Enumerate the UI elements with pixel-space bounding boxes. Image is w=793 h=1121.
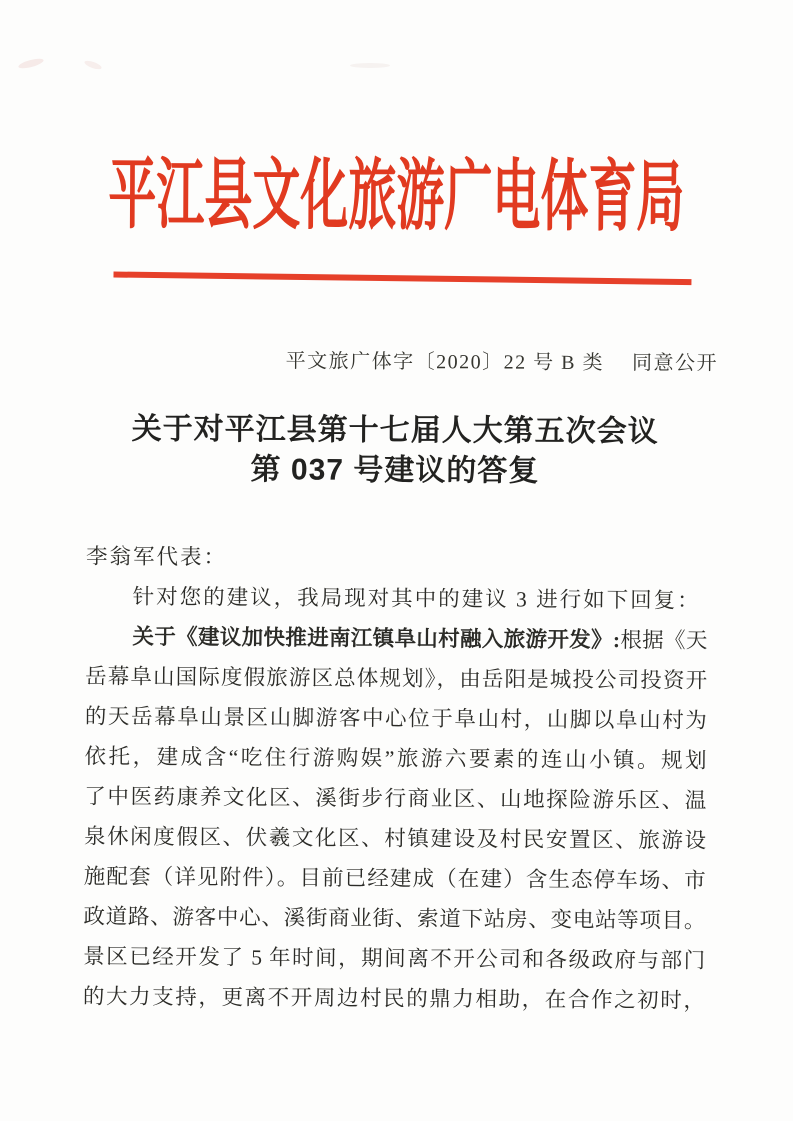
body-line [84,816,706,860]
doc-title-line2: 第 037 号建议的答复 [250,453,540,488]
body-line [86,576,708,620]
body-line [85,696,707,740]
publicity-status: 同意公开 [631,352,719,375]
body-line [84,776,706,820]
body-line [83,896,705,940]
body-line [83,936,705,980]
body-line-text: 岳幕阜山国际度假旅游区总体规划》，由岳阳是城投公司投资开 [85,664,708,693]
body-line-text: 的大力支持，更离不开周边村民的鼎力相助，在合作之初时， [82,984,705,1013]
body-line [85,656,707,700]
doc-title-line1: 关于对平江县第十七届人大第五次会议 [131,412,659,449]
salutation: 李翁军代表： [85,544,228,570]
body-line-text: 的天岳幕阜山景区山脚游客中心位于阜山村，山脚以阜山村为 [84,704,707,733]
body-line [84,736,706,780]
doc-title [0,409,792,493]
body-line [85,616,707,660]
body-line-text: 景区已经开发了 5 年时间，期间离不开公司和各级政府与部门 [83,944,706,973]
body-line-text: 依托，建成含“吃住行游购娱”旅游六要素的连山小镇。规划 [84,744,707,773]
body-line-text: 针对您的建议，我局现对其中的建议 3 进行如下回复： [132,584,701,613]
body-line-text: 了中医药康养文化区、溪街步行商业区、山地探险游乐区、温 [84,784,707,813]
doc-meta-line [286,344,718,375]
body-line-text: 施配套（详见附件）。目前已经建成（在建）含生态停车场、市 [83,864,706,893]
body-line-text: 泉休闲度假区、伏羲文化区、村镇建设及村民安置区、旅游设 [83,824,707,853]
doc-body [83,536,708,1020]
body-line [84,856,706,900]
body-line-bold-text: 关于《建议加快推进南江镇阜山村融入旅游开发》: [132,624,621,653]
letterhead-org-name: 平江县文化旅游广电体育局 [108,152,685,242]
body-line-text: 政道路、游客中心、溪街商业街、索道下站房、变电站等项目。 [83,904,706,933]
body-line [83,976,705,1020]
body-line-text: 根据《天 [619,628,708,653]
doc-number: 平文旅广体字〔2020〕22 号 B 类 [285,350,605,375]
